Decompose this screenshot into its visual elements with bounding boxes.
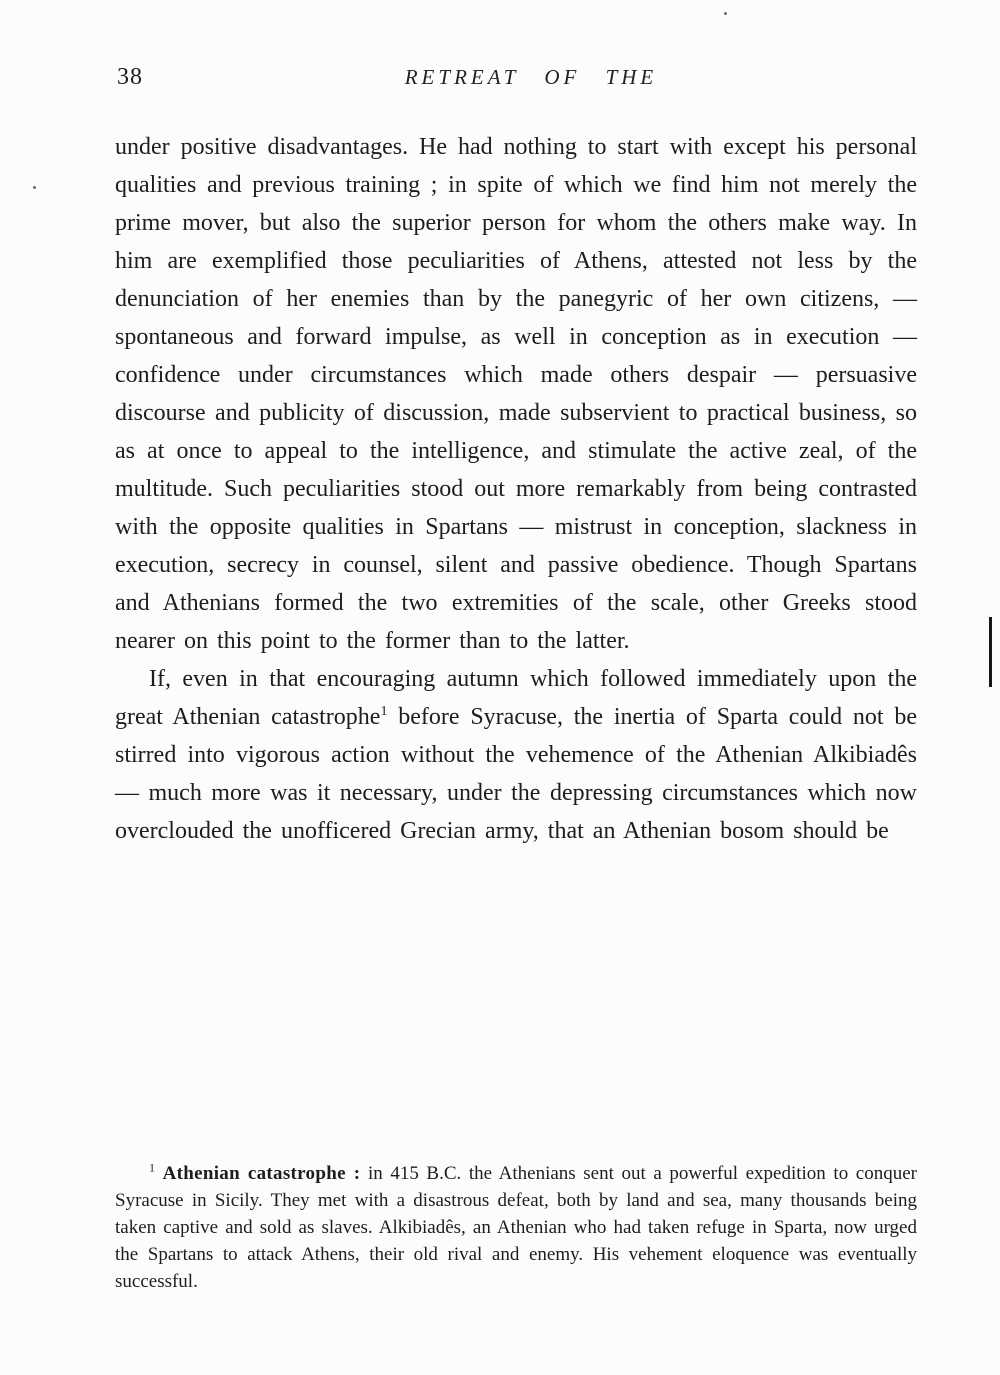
footnote-marker: 1 bbox=[149, 1160, 155, 1175]
body-text bbox=[115, 128, 917, 850]
footnote-paragraph bbox=[115, 1160, 917, 1295]
footnote-text: in 415 B.C. the Athenians sent out a powerful expedition to conquer Syracuse in Sicily. They met with a disastrous defeat, both by land and sea, many thousands being taken captive and sold as slaves. Alkibiadês, an Athenian who had taken refuge in Sparta, now urged the Spartans to attack Athens, their old rival and enemy. His vehement eloquence was eventually successful. bbox=[115, 1163, 917, 1292]
paragraph bbox=[115, 660, 917, 850]
scan-speck bbox=[724, 12, 727, 15]
footnote-lead: Athenian catastrophe : bbox=[162, 1163, 361, 1184]
footnote-reference: 1 bbox=[380, 704, 388, 719]
footnote bbox=[115, 1160, 917, 1295]
scan-speck bbox=[33, 186, 36, 189]
paragraph: under positive disadvantages. He had nothing to start with except his personal qualities and previous training ; in spite of which we find him not merely the prime mover, but also the superior person for whom the others make way. In him are exemplified those peculiarities of Athens, attested not less by the denunciation of her enemies than by the panegyric of her own citizens, — spontaneous and forward impulse, as well in conception as in execution — confidence under circumstances which made others despair — persuasive discourse and publicity of discussion, made subservient to practical business, so as at once to appeal to the intelligence, and stimulate the active zeal, of the multitude. Such peculiarities stood out more remarkably from being contrasted with the opposite qualities in Spartans — mistrust in conception, slackness in execution, secrecy in counsel, silent and passive obedience. Though Spartans and Athenians formed the two extremities of the scale, other Greeks stood nearer on this point to the former than to the latter. bbox=[115, 134, 917, 654]
scan-artifact-line bbox=[989, 617, 992, 687]
running-header: RETREAT OF THE bbox=[404, 65, 658, 89]
paragraph-text: If, even in that encouraging autumn which followed immediately upon the great Athenian catastrophe bbox=[115, 666, 917, 730]
paragraph-text: before Syracuse, the inertia of Sparta could not be stirred into vigorous action without the vehemence of the Athenian Alkibiadês — much more was it necessary, under the depressing circumstances which now overclouded the unofficered Grecian army, that an Athenian bosom should be bbox=[115, 704, 918, 844]
page-header bbox=[115, 62, 917, 96]
page-number: 38 bbox=[117, 64, 143, 90]
